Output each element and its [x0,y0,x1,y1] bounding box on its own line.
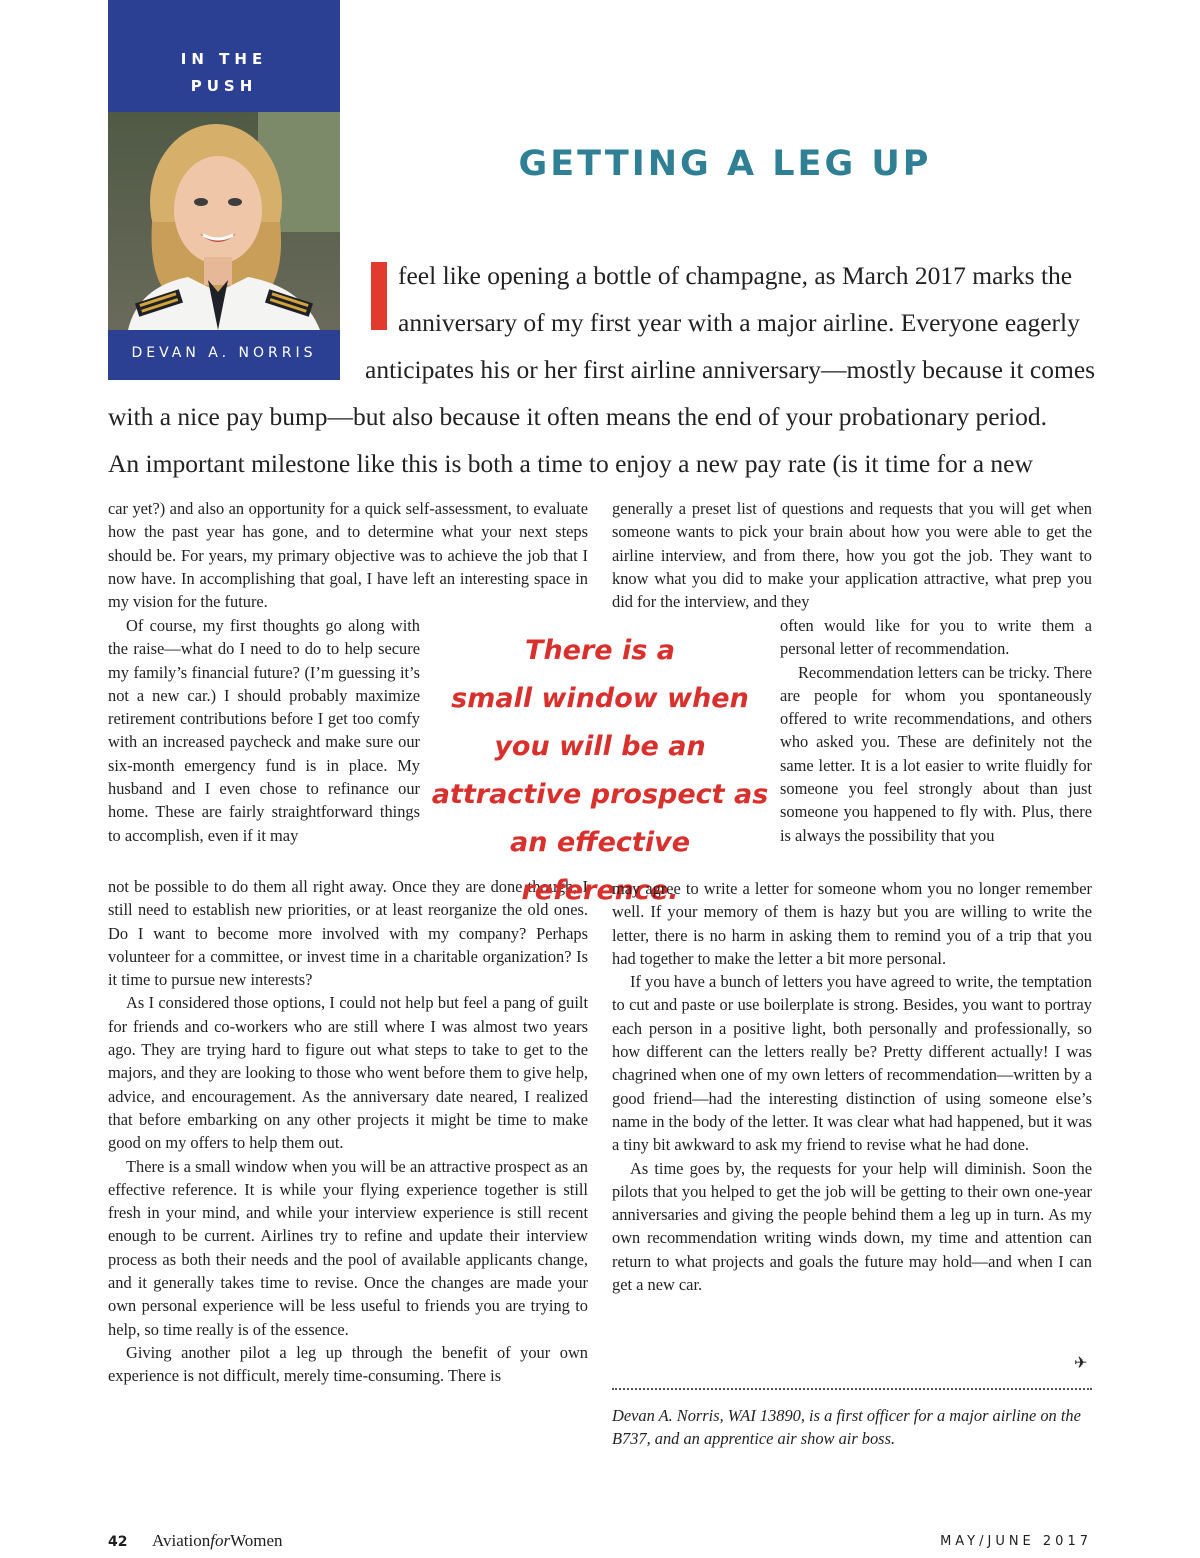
pull-quote-line: small window when [451,683,749,714]
issue-date: MAY/JUNE 2017 [940,1534,1092,1549]
lead-line-1: feel like opening a bottle of champagne, as March 2017 marks the [398,261,1073,290]
magazine-name-part: Women [230,1531,283,1550]
body-paragraph: car yet?) and also an opportunity for a quick self-assessment, to evaluate how the past year has gone, and to determine what your next steps should be. For years, my primary objective was to achieve the job that I now have. In accomplishing that goal, I have left an interesting space in my vision for the future. [108,499,588,612]
article-title: GETTING A LEG UP [518,144,932,184]
pull-quote-line: you will be an [494,731,706,762]
author-byline: DEVAN A. NORRIS [131,345,317,361]
lead-line-2: anniversary of my first year with a major airline. Everyone eagerly [398,308,1080,337]
column-label-line2: PUSH [190,77,258,95]
magazine-name [152,1531,283,1551]
lead-line-4: with a nice pay bump—but also because it often means the end of your probationary period. [108,402,1047,431]
body-paragraph: Recommendation letters can be tricky. There are people for whom you spontaneously offered to write recommendations, and others who asked you. These are definitely not the same letter. It is a lot easier to write fluidly for someone you feel strongly about than just someone you happened to fly with. Plus, there is always the possibility that you [780,662,1092,845]
airplane-end-icon: ✈ [1074,1355,1088,1372]
lead-line-3: anticipates his or her first airline anniversary—mostly because it comes [365,355,1096,384]
body-paragraph: As I considered those options, I could not help but feel a pang of guilt for friends and co-workers who are still where I was almost two years ago. They are trying hard to figure out what steps to take to get to the majors, and they are looking to those who went before them to give help, advice, and encouragement. As the anniversary date neared, I realized that before embarking on any other projects it might be time to make good on my offers to help them out. [108,993,588,1153]
column-1-top [108,497,588,613]
column-2-bottom [612,877,1092,1296]
magazine-name-part: for [210,1531,231,1550]
column-label-line1: IN THE [180,50,268,68]
author-photo [108,112,340,330]
magazine-name-part: Aviation [152,1531,211,1550]
author-portrait-image [108,112,340,330]
column-2-top [612,497,1092,613]
dotted-divider [612,1388,1092,1390]
column-1-wrapped [108,614,420,847]
body-paragraph: generally a preset list of questions and requests that you will get when someone wants to pick your brain about how you were able to get the airline interview, and from there, how you got the job. They want to know what you did to make your application attractive, what prep you did for the interview, and they [612,499,1092,612]
column-2-wrapped [780,614,1092,847]
body-paragraph: may agree to write a letter for someone whom you no longer remember well. If your memory of them is hazy but you are willing to write the letter, there is no harm in asking them to remind you of a trip that you had together to make the letter a bit more personal. [612,879,1092,968]
body-paragraph: Giving another pilot a leg up through the benefit of your own experience is not difficult, merely time-consuming. There is [108,1342,588,1386]
column-1-bottom [108,875,588,1388]
body-paragraph: There is a small window when you will be an attractive prospect as an effective reference. It is while your flying experience together is still fresh in your mind, and while your interview experience is still recent enough to be current. Airlines try to refine and update their interview process as both their needs and the pool of available applicants change, and it generally takes time to revise. Once the changes are made your own personal experience will be less useful to friends you are trying to help, so time really is of the essence. [108,1156,588,1339]
body-paragraph: not be possible to do them all right away. Once they are done though, I still need to establish new priorities, or at least reorganize the old ones. Do I want to become more involved with my company? Perhaps volunteer for a committee, or invest time in a charitable organization? Is it time to pursue new interests? [108,877,588,990]
author-bio: Devan A. Norris, WAI 13890, is a first officer for a major airline on the B737, and an apprentice air show air boss. [612,1406,1081,1449]
lead-line-5: An important milestone like this is both a time to enjoy a new pay rate (is it time for a new [108,449,1033,478]
pull-quote-line: attractive prospect as [431,779,769,810]
body-paragraph: As time goes by, the requests for your help will diminish. Soon the pilots that you helped to get the job will be getting to their own one-year anniversaries and giving the people behind them a leg up in turn. As my own recommendation writing winds down, my time and attention can return to what projects and goals the future may hold—and when I can get a new car. [612,1158,1092,1295]
pull-quote-line: an effective reference. [509,827,691,906]
page-number: 42 [108,1534,128,1550]
body-paragraph: often would like for you to write them a personal letter of recommendation. [780,616,1092,659]
column-label [108,46,340,100]
pull-quote [430,627,770,915]
body-paragraph: Of course, my first thoughts go along with the raise—what do I need to do to help secure my family’s financial future? (I’m guessing it’s not a new car.) I should probably maximize retirement contributions before I get too comfy with an increased paycheck and make sure our six-month emergency fund is in place. My husband and I even chose to refinance our home. These are fairly straightforward things to accomplish, even if it may [108,616,420,845]
drop-cap-i [371,262,387,330]
pull-quote-line: There is a [525,635,675,666]
body-paragraph: If you have a bunch of letters you have agreed to write, the temptation to cut and paste or use boilerplate is strong. Besides, you want to portray each person in a positive light, both personally and professionally, so how different can the letters really be? Pretty different actually! I was chagrined when one of my own letters of recommendation—written by a good friend—had the interesting distinction of using someone else’s name in the body of the letter. It was clear what had happened, but it was a tiny bit awkward to ask my friend to revise what he had done. [612,972,1092,1155]
